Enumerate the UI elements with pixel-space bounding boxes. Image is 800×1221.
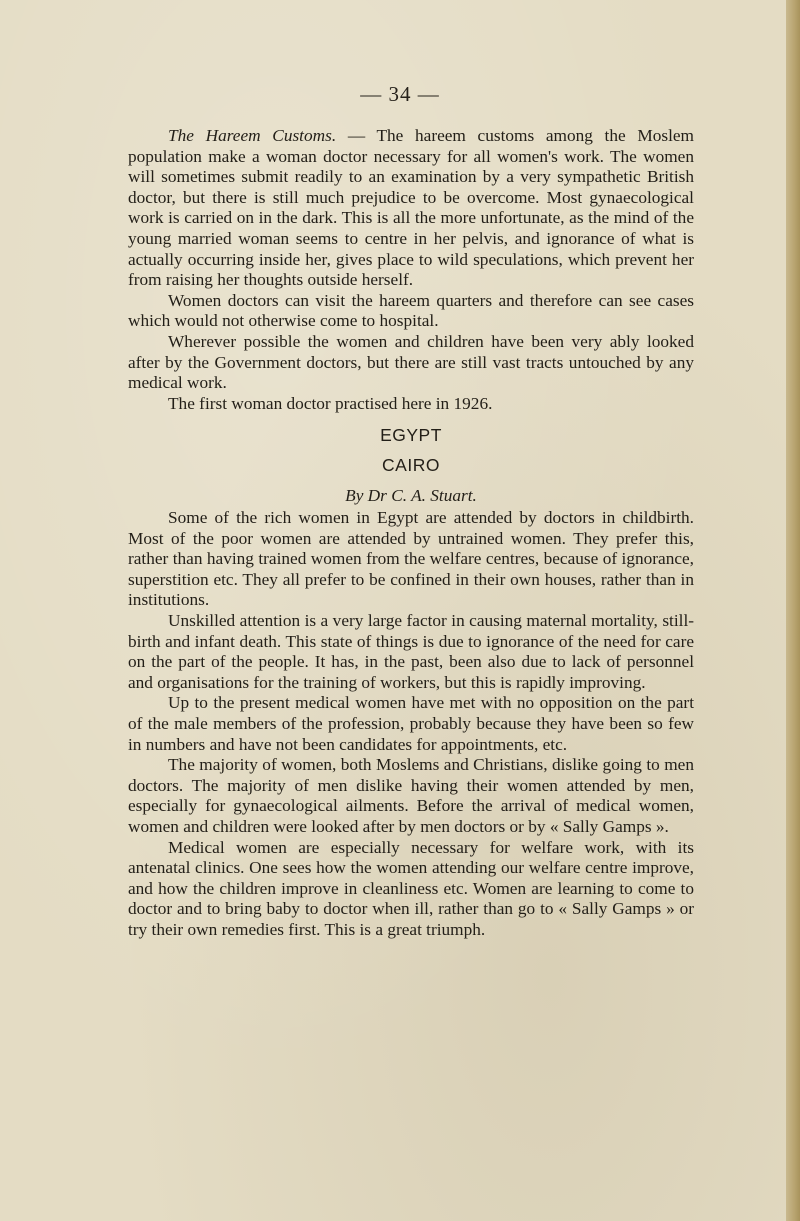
paragraph-opposition: Up to the present medical women have met with no opposition on the part of the male members of the profession, probably because they have been so few in numbers and have not been candidates for appointments, etc. xyxy=(128,693,694,754)
paragraph-hareem-customs xyxy=(128,126,694,291)
paragraph-text: — The hareem customs among the Moslem population make a woman doctor necessary for all women's work. The women will sometimes submit readily to an examination by a very sympathetic British doctor, but there is still much prejudice to be overcome. Most gynaecological work is carried on in the dark. This is all the more unfortunate, as the mind of the young married woman seems to centre in her pelvis, and ignorance of what is actually occurring inside her, gives place to wild speculations, which prevent her from raising her thoughts outside herself. xyxy=(128,126,694,290)
paragraph-childbirth: Some of the rich women in Egypt are attended by doctors in childbirth. Most of the poor women are attended by untrained women. They prefer this, rather than having trained women from the welfare centres, because of ignorance, superstition etc. They all prefer to be confined in their own houses, rather than in institutions. xyxy=(128,508,694,610)
paragraph-first-woman-doctor: The first woman doctor practised here in 1926. xyxy=(168,393,493,413)
paragraph-hareem-visits: Women doctors can visit the hareem quarters and therefore can see cases which would not otherwise come to hospital. xyxy=(128,290,694,331)
section-lead-title: The Hareem Customs. xyxy=(168,126,337,145)
paragraph-welfare-work: Medical women are especially necessary for welfare work, with its antenatal clinics. One sees how the women attending our welfare centre improve, and how the children improve in cleanliness etc. Women are learning to come to doctor and to bring baby to doctor when ill, rather than go to « Sally Gamps » or try their own remedies first. This is a great triumph. xyxy=(128,837,694,939)
byline: By Dr C. A. Stuart. xyxy=(345,485,477,505)
paragraph-unskilled-attention: Unskilled attention is a very large factor in causing maternal mortality, still-birth and infant death. This state of things is due to ignorance of the need for care on the part of the people. It has, in the past, been also due to lack of personnel and organisations for the training of workers, but this is rapidly improving. xyxy=(128,611,694,692)
page-number: — 34 — xyxy=(360,82,440,106)
heading-city: CAIRO xyxy=(382,454,440,475)
paragraph-majority-women: The majority of women, both Moslems and Christians, dislike going to men doctors. The majority of men dislike having their women attended by men, especially for gynaecological ailments. Before the arrival of medical women, women and children were looked after by men doctors or by « Sally Gamps ». xyxy=(128,755,694,836)
heading-country: EGYPT xyxy=(380,425,442,446)
page-body xyxy=(128,126,694,941)
page-edge xyxy=(786,0,800,1221)
paragraph-government-doctors: Wherever possible the women and children have been very ably looked after by the Government doctors, but there are still vast tracts untouched by any medical work. xyxy=(128,331,694,393)
